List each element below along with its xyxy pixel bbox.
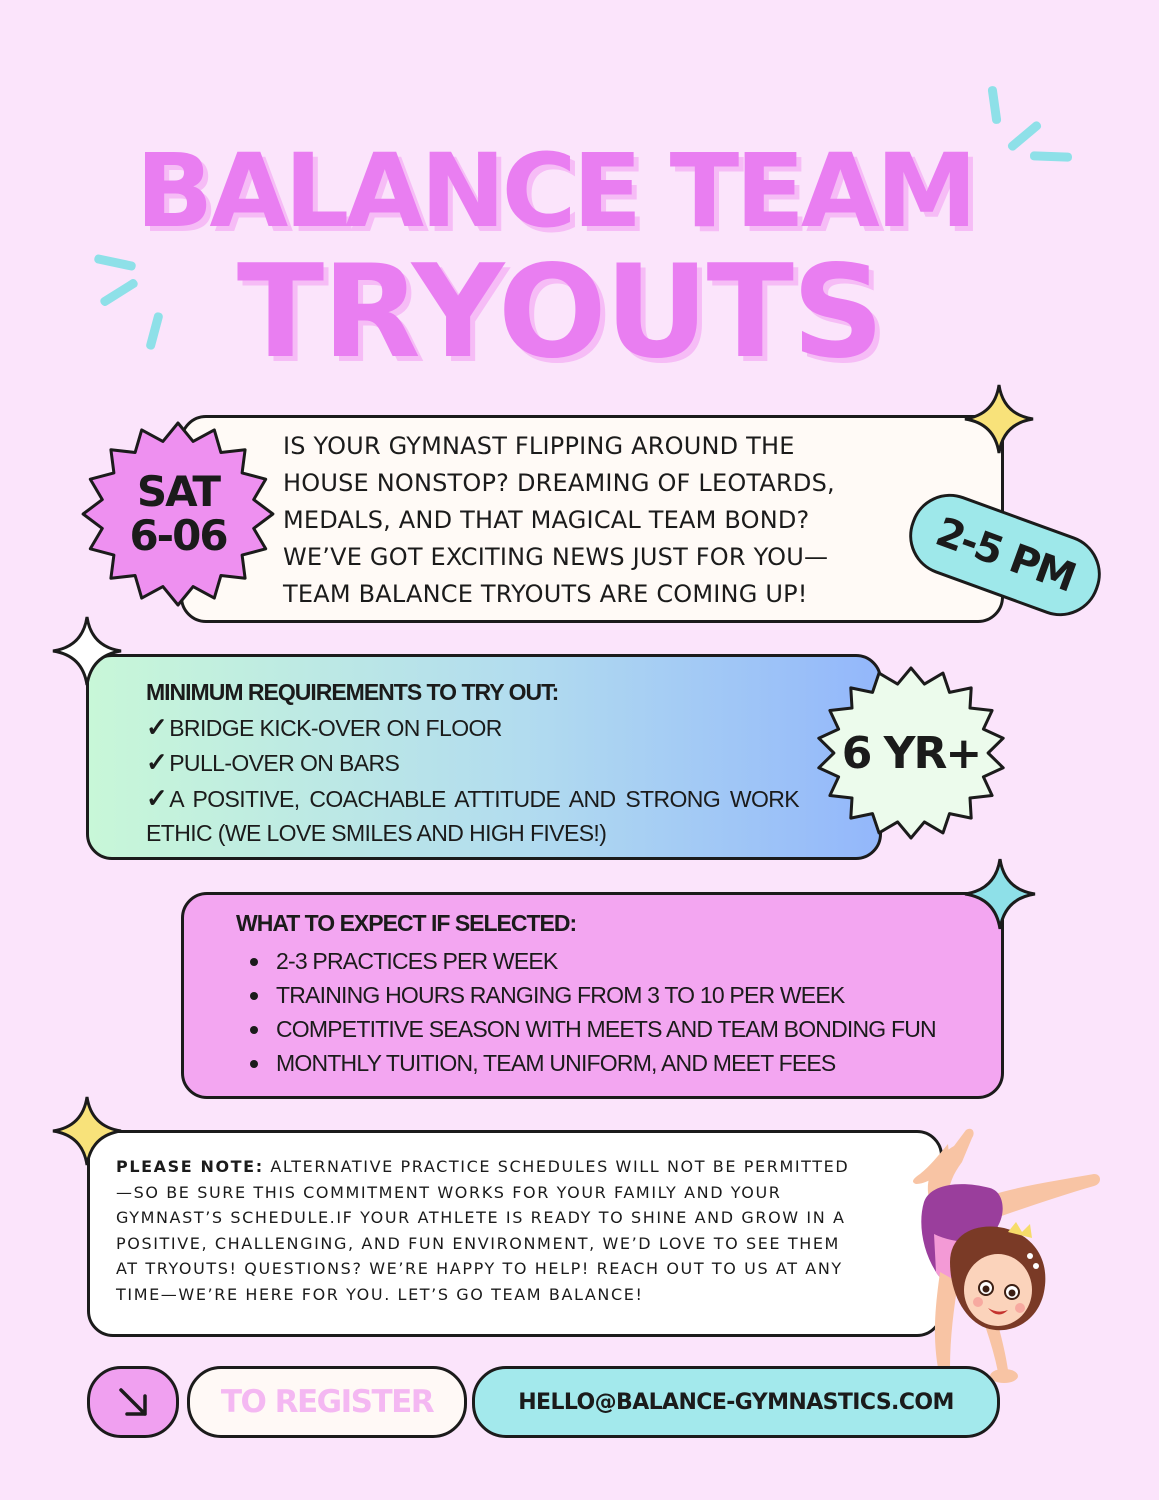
intro-text bbox=[283, 428, 923, 613]
sparkle-dash-top-1 bbox=[987, 86, 1001, 125]
expect-list bbox=[246, 944, 936, 1080]
expect-item: TRAINING HOURS RANGING FROM 3 TO 10 PER WEEK bbox=[246, 978, 936, 1012]
checkmark-icon: ✓ bbox=[146, 711, 168, 742]
intro-line: WE’VE GOT EXCITING NEWS JUST FOR YOU— bbox=[283, 543, 829, 571]
gymnast-illustration bbox=[880, 1122, 1110, 1390]
date-day: SAT bbox=[136, 467, 220, 516]
checkmark-icon: ✓ bbox=[146, 747, 168, 777]
requirement-item: ✓A POSITIVE, COACHABLE ATTITUDE AND STRONG WORK bbox=[146, 782, 800, 813]
checkmark-icon: ✓ bbox=[146, 782, 168, 813]
title-line-2: TRYOUTS bbox=[236, 238, 883, 387]
note-line: PLEASE NOTE: ALTERNATIVE PRACTICE SCHEDULES WILL NOT BE PERMITTED bbox=[116, 1157, 850, 1176]
requirements-list bbox=[146, 675, 806, 851]
arrow-down-right-icon bbox=[115, 1384, 151, 1420]
requirement-item: ✓PULL-OVER ON BARS bbox=[146, 747, 400, 777]
requirements-header: MINIMUM REQUIREMENTS TO TRY OUT: bbox=[146, 679, 559, 705]
intro-line: MEDALS, AND THAT MAGICAL TEAM BOND? bbox=[283, 506, 810, 534]
age-badge: 6 YR+ bbox=[841, 727, 981, 779]
note-text bbox=[116, 1154, 906, 1307]
time-badge: 2-5 PM bbox=[898, 483, 1112, 628]
expect-item: COMPETITIVE SEASON WITH MEETS AND TEAM BONDING FUN bbox=[246, 1012, 936, 1046]
sparkle-star-icon bbox=[50, 614, 124, 688]
intro-line: TEAM BALANCE TRYOUTS ARE COMING UP! bbox=[283, 580, 808, 608]
note-label: PLEASE NOTE: bbox=[116, 1157, 264, 1176]
title-line-1: BALANCE TEAM bbox=[135, 132, 974, 251]
requirement-item: ✓BRIDGE KICK-OVER ON FLOOR bbox=[146, 711, 502, 742]
expect-header: WHAT TO EXPECT IF SELECTED: bbox=[236, 910, 577, 936]
sparkle-star-icon bbox=[50, 1094, 124, 1168]
requirement-continuation: ETHIC (WE LOVE SMILES AND HIGH FIVES!) bbox=[146, 820, 607, 846]
arrow-button[interactable] bbox=[87, 1366, 179, 1438]
intro-line: HOUSE NONSTOP? DREAMING OF LEOTARDS, bbox=[283, 469, 835, 497]
date-badge bbox=[80, 420, 276, 608]
intro-line: IS YOUR GYMNAST FLIPPING AROUND THE bbox=[283, 432, 795, 460]
sparkle-star-icon bbox=[962, 856, 1038, 932]
expect-item: 2-3 PRACTICES PER WEEK bbox=[246, 944, 936, 978]
sparkle-star-icon bbox=[962, 382, 1036, 456]
expect-item: MONTHLY TUITION, TEAM UNIFORM, AND MEET FEES bbox=[246, 1046, 936, 1080]
note-line: GYMNAST’S SCHEDULE.IF YOUR ATHLETE IS READY TO SHINE AND GROW IN A bbox=[116, 1208, 846, 1227]
note-line: AT TRYOUTS! QUESTIONS? WE’RE HAPPY TO HELP! REACH OUT TO US AT ANY bbox=[116, 1259, 843, 1278]
date-value: 6-06 bbox=[129, 511, 227, 560]
note-line: POSITIVE, CHALLENGING, AND FUN ENVIRONMENT, WE’D LOVE TO SEE THEM bbox=[116, 1233, 840, 1253]
note-line: —SO BE SURE THIS COMMITMENT WORKS FOR YOUR FAMILY AND YOUR bbox=[116, 1182, 782, 1202]
note-line: TIME—WE’RE HERE FOR YOU. LET’S GO TEAM BALANCE! bbox=[116, 1284, 644, 1304]
register-button[interactable]: TO REGISTER bbox=[187, 1366, 467, 1438]
email-link[interactable]: HELLO@BALANCE-GYMNASTICS.COM bbox=[472, 1366, 1000, 1438]
